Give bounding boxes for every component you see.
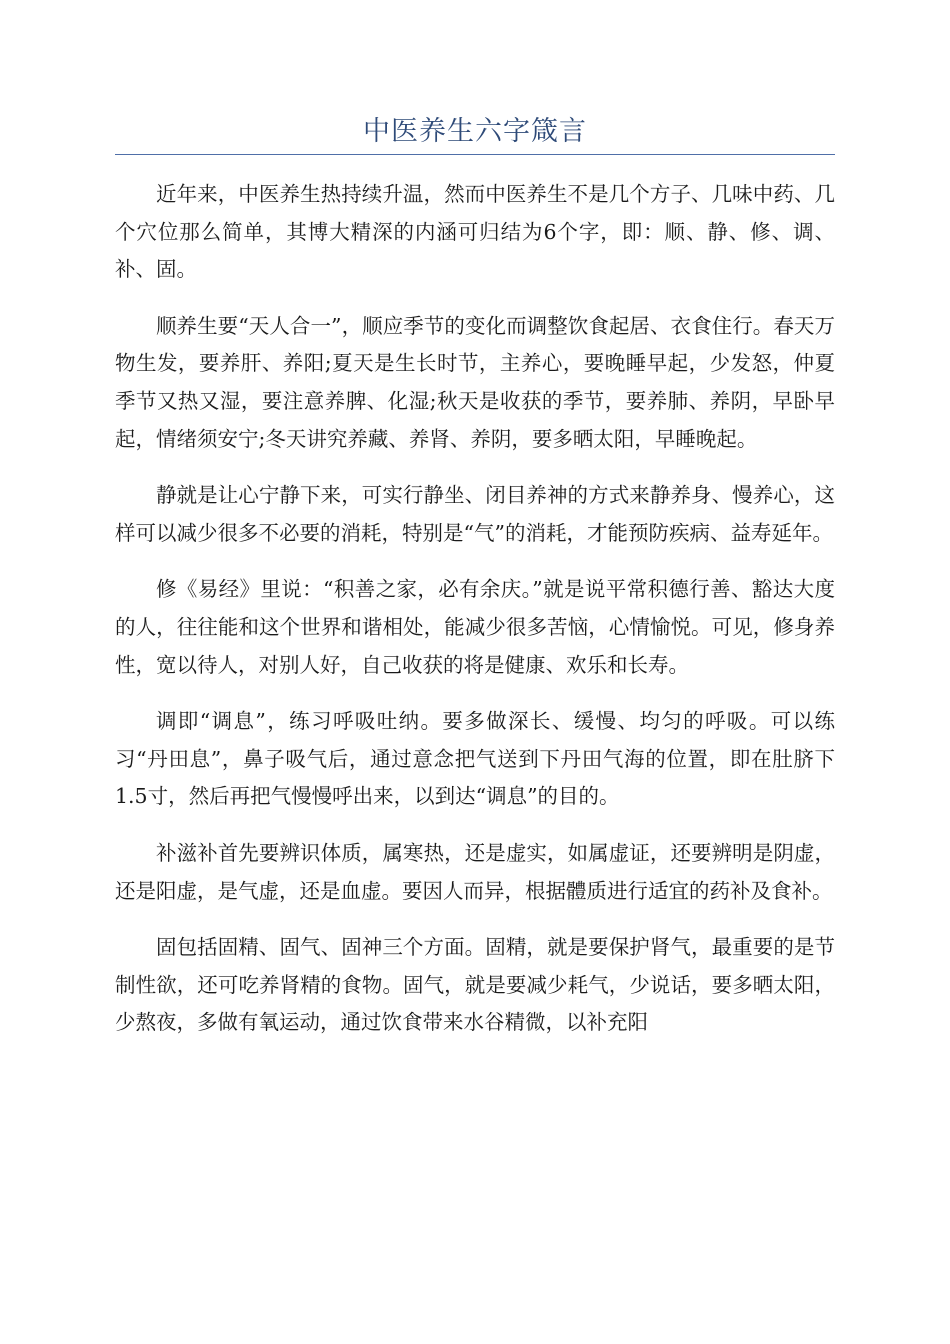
paragraph-intro: 近年来，中医养生热持续升温，然而中医养生不是几个方子、几味中药、几个穴位那么简单，其博大精深的内涵可归结为6个字，即：顺、静、修、调、补、固。 xyxy=(115,182,835,282)
paragraph-tiao: 调即“调息”，练习呼吸吐纳。要多做深长、缓慢、均匀的呼吸。可以练习“丹田息”，鼻子吸气后，通过意念把气送到下丹田气海的位置，即在肚脐下1.5寸，然后再把气慢慢呼出来，以到达“调息”的目的。 xyxy=(115,709,835,809)
paragraph-jing: 静就是让心宁静下来，可实行静坐、闭目养神的方式来静养身、慢养心，这样可以减少很多不必要的消耗，特别是“气”的消耗，才能预防疾病、益寿延年。 xyxy=(115,483,835,545)
paragraph-bu: 补滋补首先要辨识体质，属寒热，还是虚实，如属虚证，还要辨明是阴虚，还是阳虚，是气虚，还是血虚。要因人而异，根据體质进行适宜的药补及食补。 xyxy=(115,840,835,903)
paragraph-gu: 固包括固精、固气、固神三个方面。固精，就是要保护肾气，最重要的是节制性欲，还可吃养肾精的食物。固气，就是要减少耗气，少说话，要多晒太阳，少熬夜，多做有氧运动，通过饮食带来水谷精微，以补充阳 xyxy=(115,935,835,1035)
title-underline xyxy=(115,154,835,155)
document-title: 中医养生六字箴言 xyxy=(363,116,587,147)
paragraph-shun: 顺养生要“天人合一”，顺应季节的变化而调整饮食起居、衣食住行。春天万物生发，要养肝、养阳;夏天是生长时节，主养心，要晚睡早起，少发怒，仲夏季节又热又湿，要注意养脾、化湿;秋天是收获的季节，要养肺、养阴，早卧早起，情绪须安宁;冬天讲究养藏、养肾、养阴，要多晒太阳，早睡晚起。 xyxy=(115,313,835,451)
paragraph-xiu: 修《易经》里说：“积善之家，必有余庆。”就是说平常积德行善、豁达大度的人，往往能和这个世界和谐相处，能减少很多苦恼，心情愉悦。可见，修身养性，宽以待人，对别人好，自己收获的将是健康、欢乐和长寿。 xyxy=(115,577,835,677)
document-body xyxy=(115,176,835,1061)
